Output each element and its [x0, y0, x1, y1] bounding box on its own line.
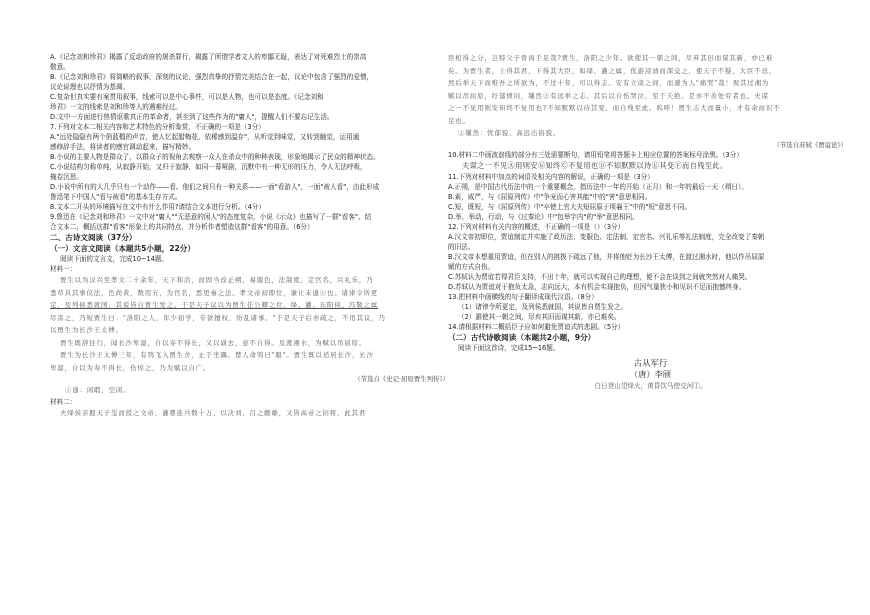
option-c-cont: 珍君》一文的线索是刘和珍等人的遇难经过。: [50, 103, 182, 111]
question-9-cont: 合文本二，概括这群"看客"形象上的共同特点，并分析作者塑造这群"看客"的用意。（6分）: [50, 223, 314, 231]
source-citation: （节选自《史记·屈原贾生列传》）: [354, 375, 449, 383]
q12-option-a: A.汉文帝初即位，贾谊制定并实施了政历法、变服色、定法制、定官名、兴礼乐等礼法制度，完全改变了秦朝: [448, 232, 765, 241]
q12-option-c: C.苏轼认为贾谊若得君臣支持，不出十年，就可以实现自己的理想，便不会在谈到之间就突然对人痛哭。: [448, 272, 752, 281]
q7-option-d-cont: 鲁迅笔下中国人"看与被看"的基本生存方式。: [50, 193, 182, 201]
subsection-heading: （二）古代诗歌阅读（本题共2小题，9分）: [448, 332, 596, 342]
footnote: ②趯然：忧郁貌，高远出俗貌。: [458, 129, 561, 137]
left-column: [50, 52, 455, 419]
option-b-cont: 议论说理也以抒情为基调。: [50, 83, 130, 91]
classical-line: 尽害之，乃短贾生曰："洛阳之人，年少初学，专欲擅权，纷乱诸事。"于是天子后亦疏之，不用其议，乃: [50, 313, 386, 322]
subsection-heading: （一）文言文阅读（本题共5小题，22分）: [50, 244, 195, 253]
footnote: ①遑：闲暇，空闲。: [65, 386, 131, 394]
q11-option-d: D.举，举动，行动，与《过秦论》中"包举宇内"的"举"意思相同。: [448, 212, 639, 221]
q7-option-c-cont: 掩卷沉思。: [50, 173, 83, 181]
classical-line: 臣相得之分，岂特父子骨肉手足哉?贾生，洛阳之少年。欲使其一朝之间，尽弃其旧而谋其新，亦已难: [448, 54, 774, 62]
question-12: 12.下列对材料有关内容的概述，不正确的一项是（）（3分）: [448, 222, 625, 231]
q13-part-1: （1）诸律令所更定，及列侯悉就国，其说皆自贾生发之。: [458, 302, 628, 311]
q12-option-a-cont: 的旧法。: [448, 242, 475, 251]
question-10: 10.材料二中画波浪线的部分有三处需要断句，请用铅笔将答题卡上相应位置的答案标号涂黑。（3分）: [448, 150, 743, 159]
question-11: 11.下列对材料中加点的词语及相关内容的解说，正确的一项是（3分）: [448, 172, 654, 181]
q13-part-2: （2）誰使其一朝之间，尽弃其旧而谋其新，亦已难矣。: [458, 312, 621, 321]
classical-line: 足也。: [448, 116, 470, 125]
question-13: 13.把材料中画横线的句子翻译成现代汉语。（8分）: [448, 292, 598, 301]
classical-line: 贾生为长沙王太傅三年，有鸮飞入贾生舍，止于坐隅。楚人命鸮曰"服"。贾生既以适居长沙，长沙: [60, 351, 374, 359]
classical-line: 矣。为贾生者，上得其君，下得其大臣，如绛、灌之属，优游浸渍而深交之，使天子不疑，大臣不忌，: [448, 66, 777, 75]
option-a: A.《记念刘和珍君》揭露了反动政府的屠杀罪行，揭露了所谓学者文人的卑鄙无耻，表达了对死难烈士的崇高: [50, 53, 367, 61]
q11-option-c: C.短，既短，与《屈原列传》中"卒使上官大夫短屈原于顷襄王"中的"短"意思不同。: [448, 202, 692, 211]
material-2-label: 材料二：: [50, 397, 77, 406]
classical-line: 赋以吊屈原，纡郁愤闷，趯然②有远举之志。其后以自伤哭泣，至于夭绝。是亦不善处穷者也。夫谋: [448, 91, 769, 100]
option-c: C.复杂但真实要有案贯用叙事，线索可以是中心事件，可以是人物，也可以是态度。《记念刘和: [50, 93, 324, 101]
classical-line: 夫绛侯亲握天子玺而授之文帝，灌婴连兵数十万，以决刘、吕之雌雄，又皆高帝之旧将，此其君: [60, 408, 367, 417]
poem-title: 古从军行: [633, 357, 668, 368]
question-14: 14.请根据材料二概括臣子应如何避免贾谊式的悲剧。（5分）: [448, 322, 625, 331]
classical-line: 贾生既辞往行，闻长沙卑湿，自以寿不得长，又以谪去，意不自得。及渡湘水，为赋以吊屈原。: [60, 338, 367, 347]
q7-option-b: B.小说的主要人物是群众了，以群众子的视角去观察一众人在杀众中的种种表现，形象地揭示了民众的精神状态。: [50, 153, 380, 161]
q7-option-a-cont: 感修辞手法，将读者的感官调动起来，描写精妙。: [50, 143, 196, 151]
classical-line: 之一不见用则安知终不复用也?不知默默以待其变，而自残至此。呜呼！贾生志大而量小，才有余而识不: [448, 104, 781, 112]
q12-option-b-cont: 赋的方式自伤。: [448, 262, 495, 271]
section-heading: 二、古诗文阅读（37分）: [50, 233, 137, 242]
q11-option-a: A.正朔，是中国古代历法中的一个重要概念，指历法中一年的开始（正月）和一年的最后一天（朔日）。: [448, 182, 748, 191]
material-1-label: 材料一：: [50, 265, 77, 273]
reading-instruction: 阅读下面这首诗，完成15~16题。: [458, 343, 560, 352]
poem-author: （唐）李颀: [630, 368, 671, 379]
classical-line: 以贾生为长沙王太傅。: [50, 326, 123, 334]
question-8: 8.文本二开头的环境描写在文中有什么作用?请结合文本进行分析。（4分）: [50, 203, 266, 211]
q12-option-b: B.汉文帝本想重用贾谊，但在别人的挑拨下疏远了他，并将他贬为长沙王太傅，在渡过湘水时，他以作吊屈原: [448, 252, 765, 261]
classical-line: 卑湿，自以为寿不得长，伤悼之，乃为赋以自广。: [50, 363, 211, 372]
q7-option-c: C.小说结构匀称单纯，从寂静开始，又归于寂静，如同一幕哑剧，沉默中有一种无形的压力，令人无法呼吸，: [50, 163, 367, 171]
classical-line: 悉草具其事仪法，色尚黄，数用五，为官名，悉更秦之法。孝文帝初即位，谦让未遑①也。诸律令所更: [50, 288, 379, 297]
option-b: B.《记念刘和珍君》将简略的叙事，深刻的议论，强烈真挚的抒情完美结合在一起，议论中包含了强烈的爱憎，: [50, 73, 374, 81]
classical-line: 贾生以为汉兴至孝文二十余年，天下和洽，而固当改正朔，易服色，法制度，定官名，兴礼乐，乃: [60, 276, 374, 284]
right-column: [448, 52, 853, 392]
sentence-to-punctuate: 夫谋之一不见Ⓐ用则安Ⓑ知终Ⓒ不复用也Ⓓ不知默默以待Ⓔ其变Ⓕ而自残至此。: [462, 160, 728, 170]
q7-option-d: D.小说中所有的人几乎只有一个动作——看。他们之间只有一种关系——一面"看游人"，一面"被人看"，由此形成: [50, 183, 380, 191]
option-a-cont: 敬意。: [50, 63, 70, 71]
q7-option-a: A."远处隐隐有两个俏蓝榴的声音，使人忆起腊梅花，依稀感到温存"，从听觉到味觉，又转到触觉，运用通: [50, 133, 360, 141]
reading-instruction: 阅读下面的文言文，完成10~14题。: [60, 255, 169, 263]
option-d: D.文中一方面进行热情讴歌真正的革命者，甚至到了这些作为的"庸人"，提醒人们不要忘记生活。: [50, 113, 334, 121]
classical-line-underlined: 定，及列侯悉就国，其说皆自贾生发之。于是天子议以为贾生任公卿之位。绛、灌、东阳侯、冯敬之属: [50, 301, 379, 309]
poem-line: 白日登山望烽火，黄昏饮马傍交河①。: [594, 381, 707, 390]
q11-option-b: B.素，威严，与《屈原列传》中"争宠而心害其能"中的"害"意思相同。: [448, 192, 652, 201]
classical-line: 然后举天下而唯吾之所欲为，不过十年，可以得志。安有立谈之间，而遽为人"痛哭"哉！观其过湘为: [448, 79, 770, 87]
source-citation: （节选自苏轼《贾谊论》）: [773, 140, 847, 149]
q12-option-d: D.苏轼认为贾谊对于抱负太急，志向远大，本有机会实现抱负，但因气量狭小和见识不足而抱憾终身。: [448, 282, 746, 291]
question-9: 9.鲁迅在《记念刘和珍君》一文中对"庸人""无恶意的闲人"的态度复杂，小说《示众》也描写了一群"看客"。结: [50, 213, 372, 221]
question-7: 7.下列对文本二相关内容和艺术特色的分析鉴赏，不正确的一项是（3分）: [50, 123, 265, 131]
